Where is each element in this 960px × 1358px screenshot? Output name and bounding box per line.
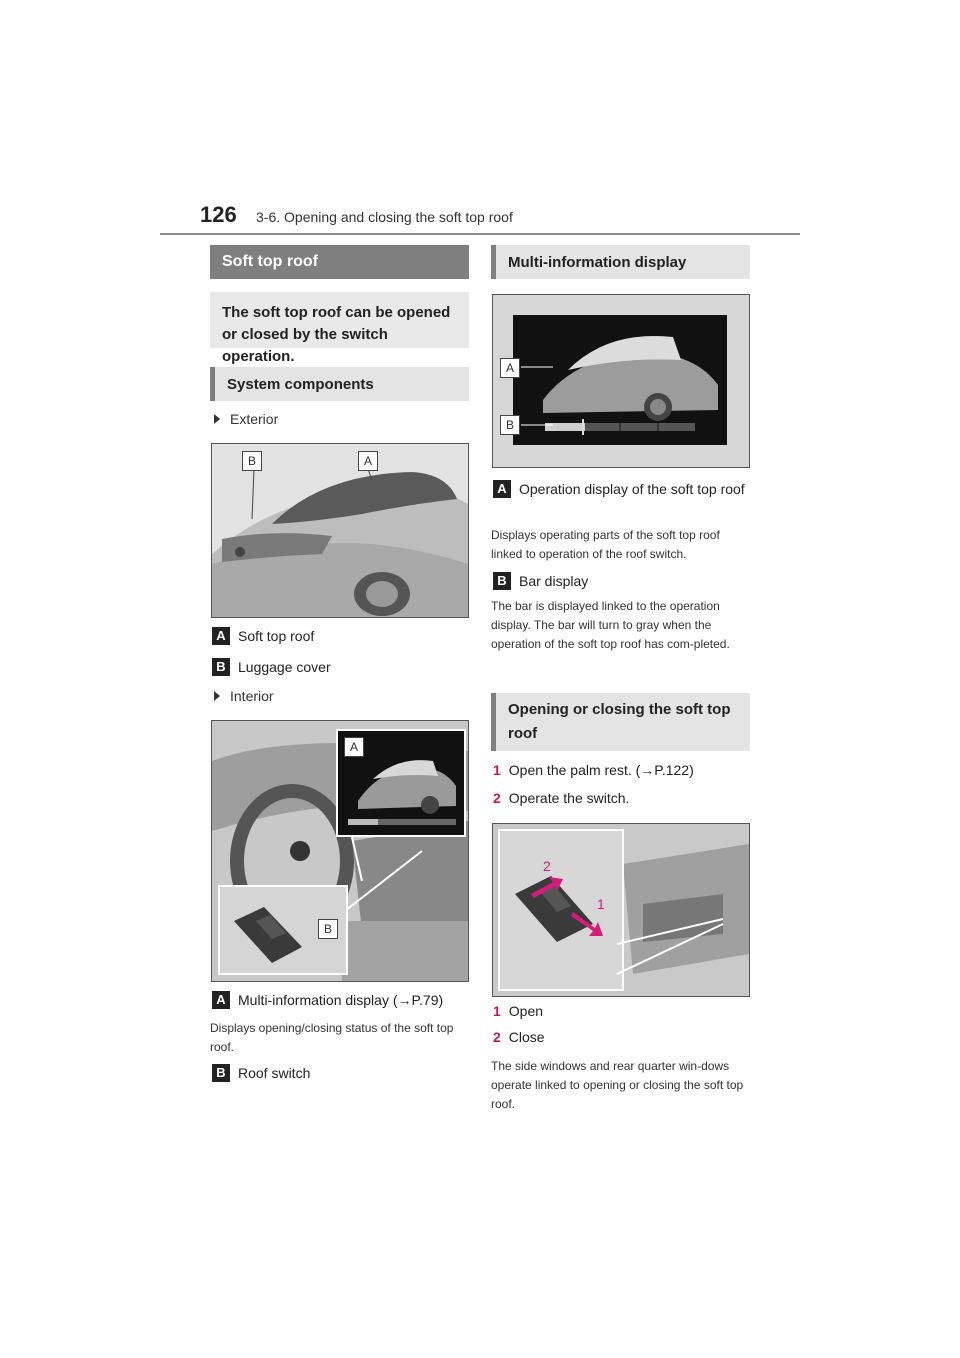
badge-a: A — [212, 627, 230, 645]
bullet-exterior — [214, 411, 278, 427]
result-1 — [493, 1003, 543, 1019]
heading-multi-information-display: Multi-information display — [491, 245, 750, 279]
heading-soft-top-roof: Soft top roof — [210, 245, 469, 279]
mid-item-b-label: Bar display — [519, 573, 589, 589]
arrow-label-1: 1 — [597, 896, 605, 912]
section-title: 3-6. Opening and closing the soft top roof — [256, 209, 513, 225]
badge-b: B — [212, 1064, 230, 1082]
interior-item-a-label: Multi-information display (→P.79) — [238, 992, 444, 1008]
badge-b: B — [493, 572, 511, 590]
exterior-item-b — [212, 658, 331, 676]
bullet-interior — [214, 688, 274, 704]
exterior-item-b-label: Luggage cover — [238, 659, 331, 675]
step-1-text: Open the palm rest. (→P.122) — [508, 762, 694, 778]
exterior-item-a — [212, 627, 314, 645]
result-2-number: 2 — [493, 1029, 501, 1045]
heading-opening-closing: Opening or closing the soft top roof — [491, 693, 750, 751]
callout-a: A — [500, 358, 520, 378]
step-1 — [493, 762, 694, 778]
inset-roof-switch — [218, 885, 348, 975]
step-2 — [493, 790, 629, 806]
heading-system-components: System components — [210, 367, 469, 401]
switch-figure — [492, 823, 750, 997]
mid-item-b-note: The bar is displayed linked to the operation display. The bar will turn to gray when the operation of the soft top roof has com-pleted. — [491, 599, 730, 651]
result-1-number: 1 — [493, 1003, 501, 1019]
badge-a: A — [493, 480, 511, 498]
header-rule — [160, 233, 800, 235]
badge-a: A — [212, 991, 230, 1009]
badge-b: B — [212, 658, 230, 676]
mid-item-a-note: Displays operating parts of the soft top roof linked to operation of the roof switch. — [491, 528, 720, 561]
switch-illustration — [493, 824, 749, 996]
interior-item-a — [212, 991, 443, 1009]
mid-item-a-label: Operation display of the soft top roof — [519, 481, 745, 497]
result-1-text: Open — [508, 1003, 544, 1019]
mid-figure — [492, 294, 750, 468]
callout-a: A — [358, 451, 378, 471]
interior-item-b — [212, 1064, 310, 1082]
exterior-figure — [211, 443, 469, 618]
page-number: 126 — [200, 202, 237, 227]
step-2-text: Operate the switch. — [508, 790, 630, 806]
triangle-bullet-icon — [214, 691, 220, 701]
mid-item-b — [493, 572, 588, 590]
step-1-number: 1 — [493, 762, 501, 778]
arrow-label-2: 2 — [543, 858, 551, 874]
triangle-bullet-icon — [214, 414, 220, 424]
interior-item-b-label: Roof switch — [238, 1065, 311, 1081]
bullet-interior-label: Interior — [230, 688, 274, 704]
closing-note: The side windows and rear quarter win-dows operate linked to opening or closing the soft top roof. — [491, 1059, 744, 1111]
interior-figure — [211, 720, 469, 982]
callout-b: B — [242, 451, 262, 471]
callout-b: B — [500, 415, 520, 435]
result-2-text: Close — [508, 1029, 545, 1045]
mid-item-a — [493, 478, 753, 500]
intro-text: The soft top roof can be opened or closed by the switch operation. — [210, 292, 469, 348]
inset-display — [336, 729, 466, 837]
result-2 — [493, 1029, 545, 1045]
step-2-number: 2 — [493, 790, 501, 806]
bullet-exterior-label: Exterior — [230, 411, 279, 427]
mid-callout-lines — [493, 295, 749, 467]
callout-a: A — [344, 737, 364, 757]
exterior-item-a-label: Soft top roof — [238, 628, 315, 644]
callout-b: B — [318, 919, 338, 939]
interior-item-a-note: Displays opening/closing status of the soft top roof. — [210, 1021, 454, 1054]
